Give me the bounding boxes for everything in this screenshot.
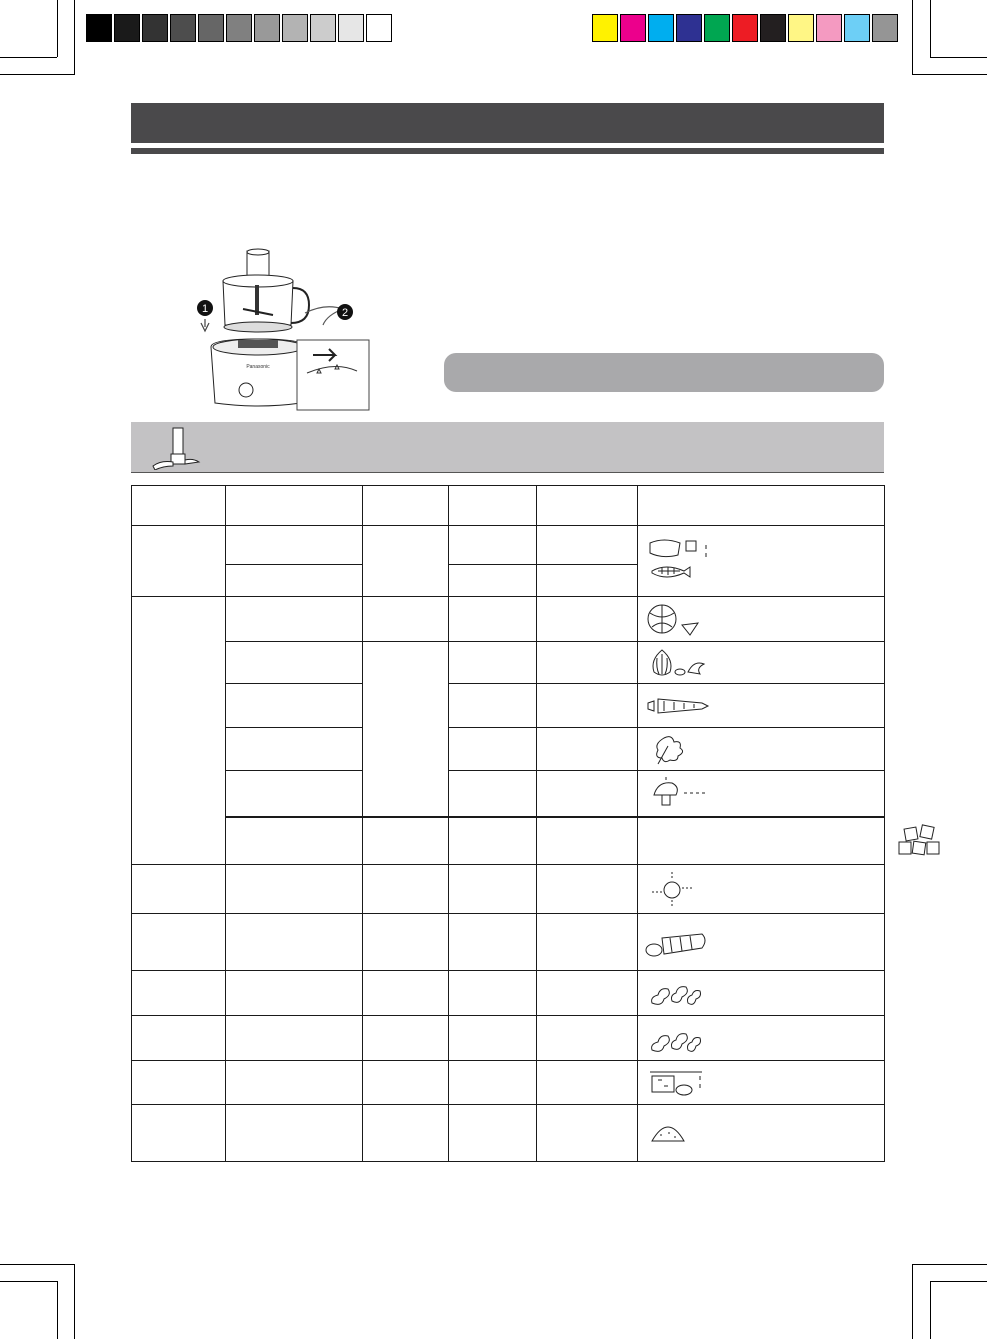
header-cell [537,486,638,526]
table-header-row [132,486,885,526]
table-cell [132,597,226,865]
table-cell [132,914,226,971]
table-cell [537,771,638,817]
section-title-bar [131,103,884,143]
table-cell [537,1105,638,1162]
table-cell [449,684,537,728]
ice-cubes-icon [891,822,961,860]
table-cell [363,526,449,597]
table-cell [363,914,449,971]
table-cell [449,865,537,914]
table-cell [449,526,537,565]
table-cell [226,684,363,728]
color-swatch [648,14,674,42]
table-cell [132,526,226,597]
gray-swatch [310,14,336,42]
gray-swatch [170,14,196,42]
table-row [132,684,885,728]
table-cell [449,565,537,597]
header-cell [226,486,363,526]
color-swatch [704,14,730,42]
table-cell [363,817,449,865]
table-cell [638,817,885,865]
garlic-icon [644,646,714,680]
processing-guide-table [131,485,885,1162]
svg-text:Panasonic: Panasonic [246,364,270,370]
color-swatch [732,14,758,42]
gray-swatch [226,14,252,42]
table-cell [449,642,537,684]
table-cell [449,597,537,642]
table-row [132,817,885,865]
table-cell [363,1016,449,1061]
table-cell [537,526,638,565]
table-cell [638,642,885,684]
table-cell [226,728,363,771]
table-cell [449,728,537,771]
table-cell [226,914,363,971]
table-cell [226,1016,363,1061]
table-cell [132,1061,226,1105]
svg-text:1: 1 [201,303,209,315]
table-cell [638,1016,885,1061]
table-row [132,971,885,1016]
table-cell [226,565,363,597]
table-row [132,1061,885,1105]
mushroom-icon [644,775,714,811]
table-cell [226,526,363,565]
gray-swatch [282,14,308,42]
table-cell [638,728,885,771]
table-cell [537,597,638,642]
table-cell [537,865,638,914]
table-cell [537,728,638,771]
table-cell [363,971,449,1016]
color-swatch [816,14,842,42]
table-cell [638,526,885,597]
gray-swatch [198,14,224,42]
table-row [132,914,885,971]
table-cell [226,971,363,1016]
table-cell [537,817,638,865]
down-arrow-icon [201,319,209,331]
table-cell [226,1105,363,1162]
header-cell [638,486,885,526]
table-cell [132,1016,226,1061]
lock-detail-inset [297,340,369,410]
peanuts-icon [644,975,714,1011]
color-swatch [872,14,898,42]
header-cell [363,486,449,526]
parsley-icon [644,732,714,766]
table-cell [638,684,885,728]
table-row [132,1016,885,1061]
powder-icon [644,1115,714,1151]
table-cell [638,771,885,817]
onion-icon [644,601,714,637]
rotate-arrow-icon [305,307,343,325]
table-row [132,597,885,642]
carrot-icon [644,691,714,721]
table-cell [363,597,449,642]
table-cell [449,771,537,817]
table-cell [638,1105,885,1162]
table-cell [638,597,885,642]
color-swatch [620,14,646,42]
table-row [132,526,885,565]
table-cell [638,971,885,1016]
table-cell [226,865,363,914]
table-cell [226,817,363,865]
color-swatch [788,14,814,42]
table-cell [132,865,226,914]
table-row [132,865,885,914]
table-cell [537,914,638,971]
gray-swatch [366,14,392,42]
table-cell [226,597,363,642]
table-cell [363,642,449,817]
table-cell [537,684,638,728]
table-cell [638,914,885,971]
table-row [132,1105,885,1162]
table-cell [449,1016,537,1061]
table-cell [537,1061,638,1105]
peanuts-2-icon [644,1020,714,1056]
table-cell [449,817,537,865]
table-cell [638,865,885,914]
table-row [132,642,885,684]
gray-swatch [142,14,168,42]
cheese-icon [644,1066,714,1100]
table-cell [132,1105,226,1162]
table-row [132,728,885,771]
radish-icon [644,870,714,908]
table-cell [638,1061,885,1105]
sausage-icon [644,922,714,962]
assembly-illustration [195,243,371,413]
gray-swatch [254,14,280,42]
table-cell [226,771,363,817]
table-cell [537,1016,638,1061]
chopping-blade-icon [151,426,201,470]
header-cell [132,486,226,526]
gray-swatch [114,14,140,42]
table-cell [363,1105,449,1162]
table-cell [226,642,363,684]
meat-fish-icon [644,533,714,589]
table-row [132,771,885,817]
speed-knob [239,383,253,397]
note-banner [444,353,884,392]
table-cell [363,865,449,914]
gray-swatch [86,14,112,42]
table-cell [363,1061,449,1105]
title-underline [131,148,884,154]
chopping-blade-section-bar [131,422,884,473]
table-cell [449,1105,537,1162]
color-swatch [676,14,702,42]
table-cell [537,971,638,1016]
gray-swatch [338,14,364,42]
header-cell [449,486,537,526]
svg-text:2: 2 [341,307,349,319]
color-swatch [760,14,786,42]
table-cell [537,642,638,684]
table-cell [537,565,638,597]
table-cell [449,1061,537,1105]
table-cell [449,914,537,971]
table-cell [449,971,537,1016]
table-cell [132,971,226,1016]
color-swatch [844,14,870,42]
table-cell [226,1061,363,1105]
color-swatch [592,14,618,42]
